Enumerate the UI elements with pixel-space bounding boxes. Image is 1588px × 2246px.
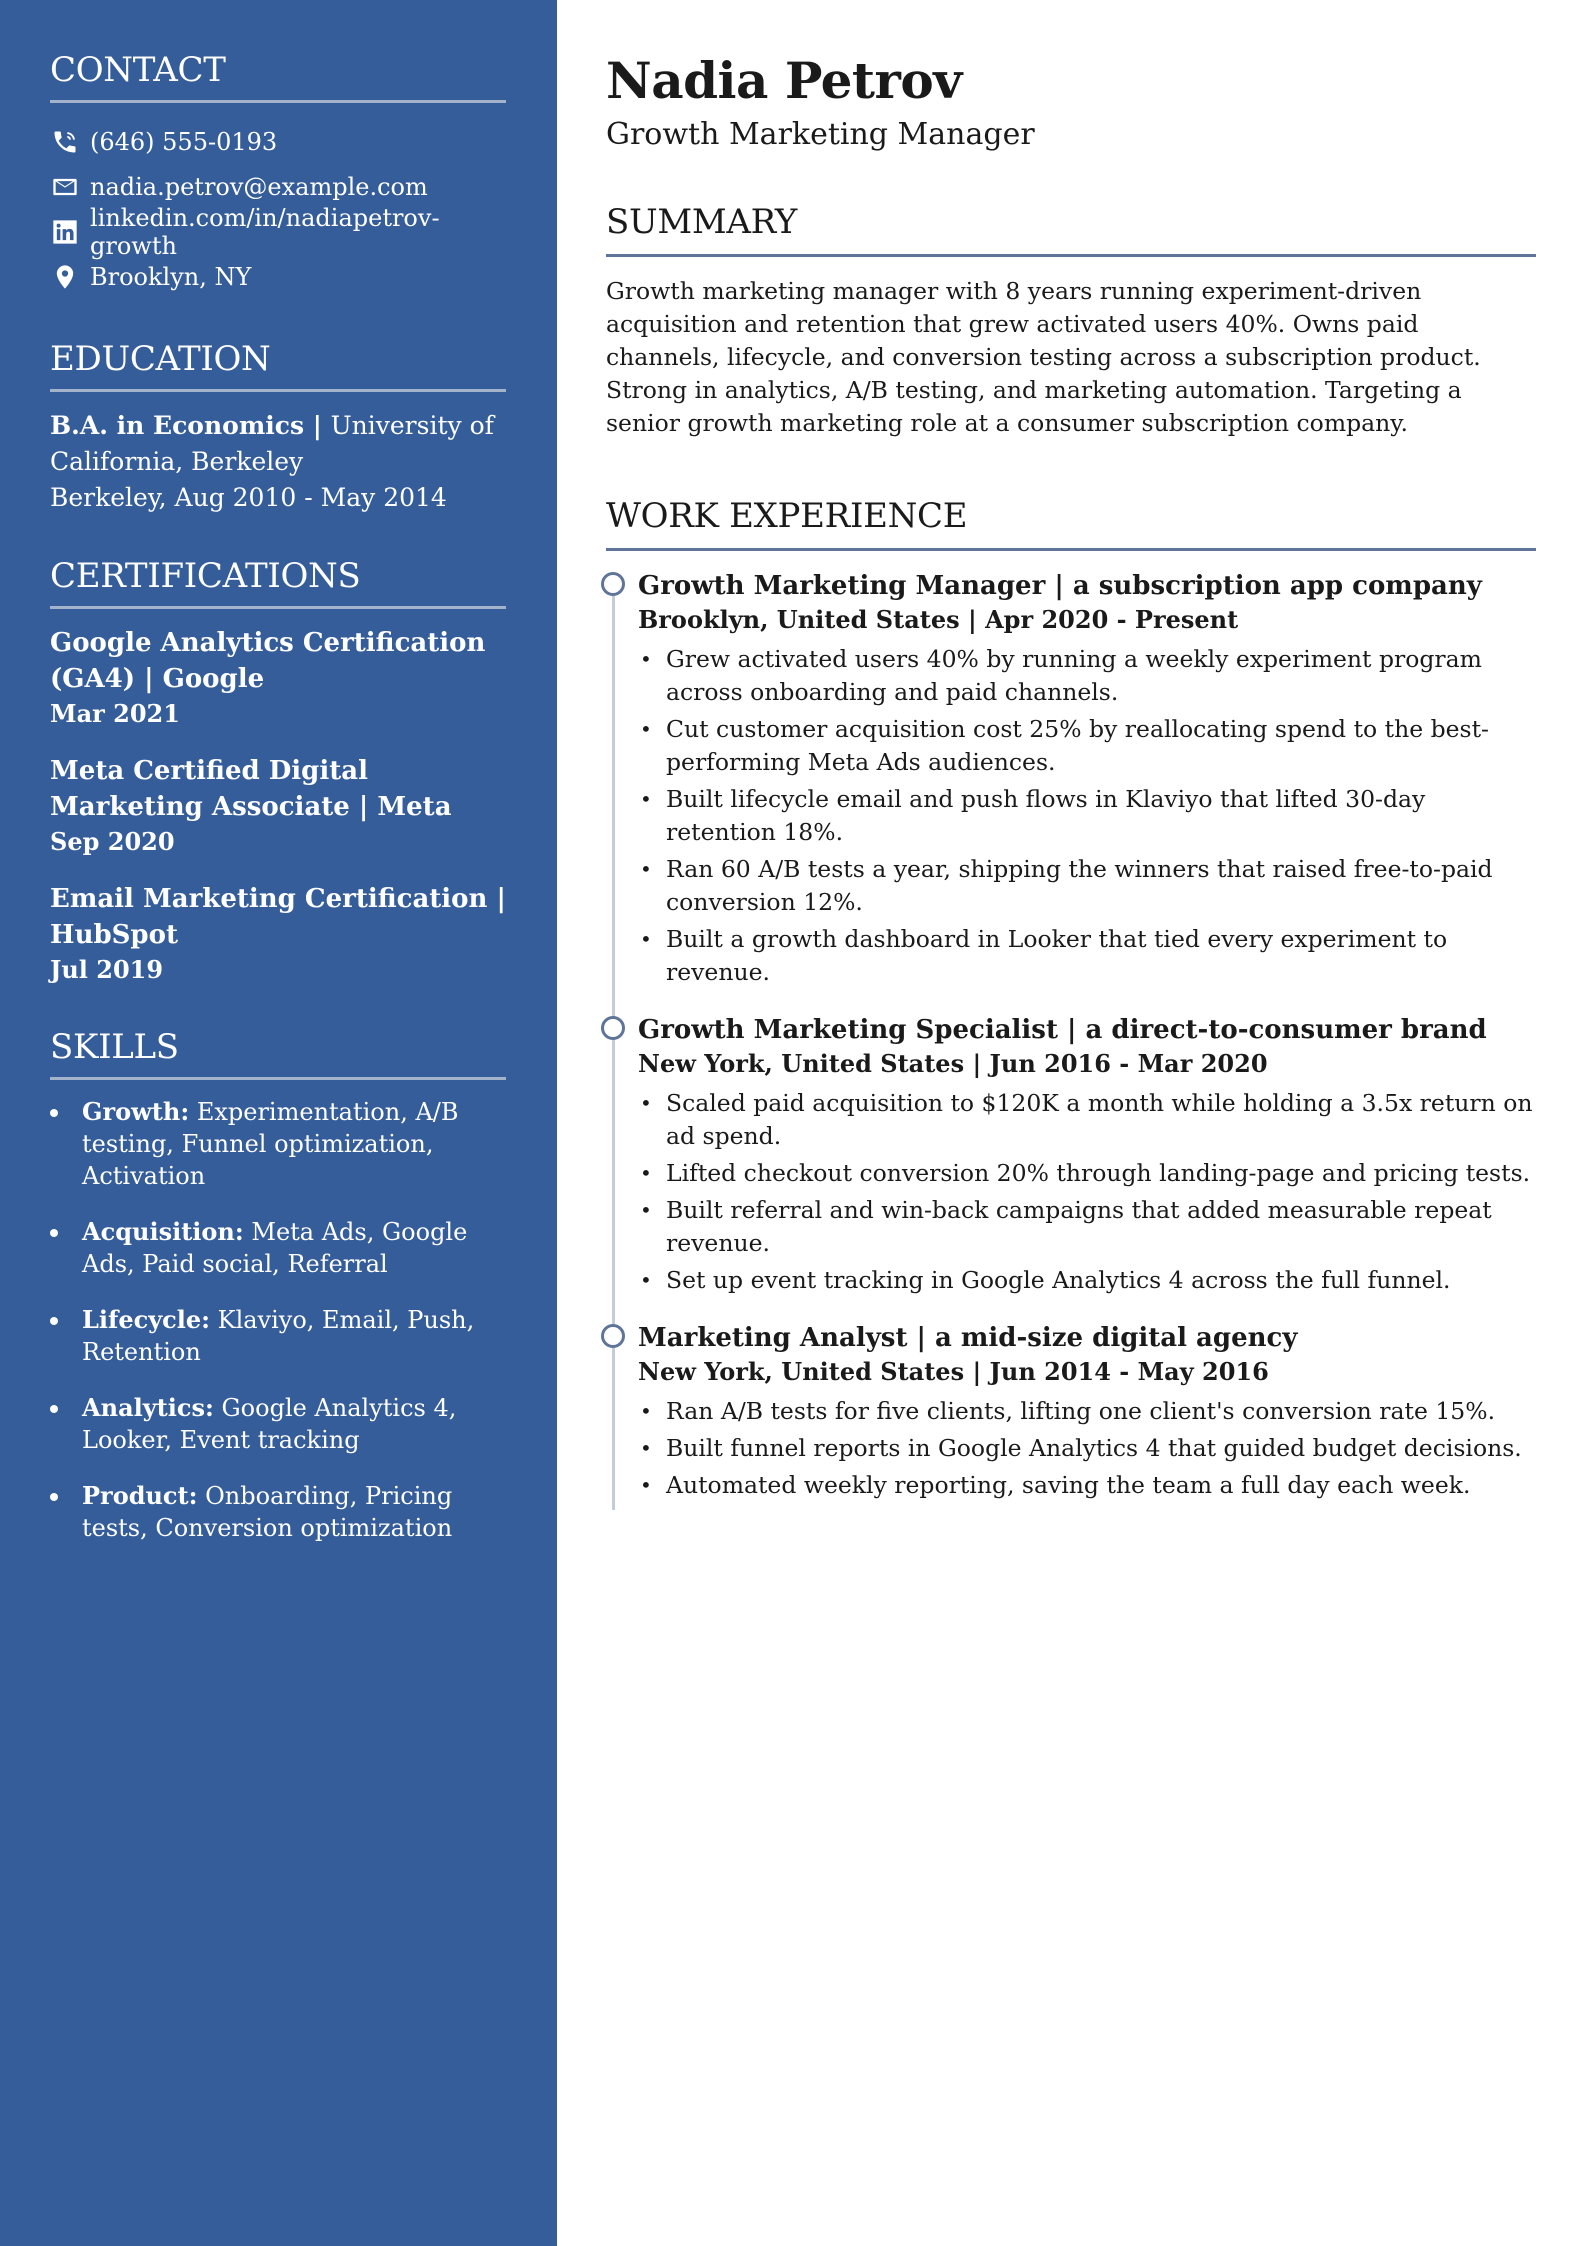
job-bullet: • Scaled paid acquisition to $120K a month while holding a 3.5x return on ad spend. bbox=[666, 1087, 1536, 1153]
skill-value: Experimentation, A/B testing, Funnel optimization, Activation bbox=[82, 1098, 459, 1190]
job-bullet: • Built referral and win-back campaigns that added measurable repeat revenue. bbox=[666, 1194, 1536, 1260]
skills-section bbox=[50, 1027, 507, 1544]
linkedin-icon bbox=[50, 217, 80, 247]
candidate-title: Growth Marketing Manager bbox=[606, 117, 1035, 152]
job-bullet: • Built lifecycle email and push flows in Klaviyo that lifted 30-day retention 18%. bbox=[666, 783, 1536, 849]
education-separator: | bbox=[304, 411, 331, 440]
certification-date: Sep 2020 bbox=[50, 827, 175, 856]
job-meta: Brooklyn, United States | Apr 2020 - Present bbox=[638, 605, 1239, 634]
experience-section bbox=[606, 496, 1536, 1502]
education-school: University of California, Berkeley bbox=[50, 411, 494, 476]
candidate-name: Nadia Petrov bbox=[606, 51, 962, 110]
linkedin-link[interactable]: linkedin.com/in/nadiapetrov-growth bbox=[90, 203, 440, 260]
location-pin-icon bbox=[50, 262, 80, 292]
job-bullet: • Grew activated users 40% by running a weekly experiment program across onboarding and paid channels. bbox=[666, 643, 1536, 709]
job-entry bbox=[638, 1013, 1536, 1297]
location-text: Brooklyn, NY bbox=[90, 262, 252, 291]
job-title: Growth Marketing Manager | a subscription app company bbox=[638, 571, 1482, 601]
job-bullets bbox=[638, 1395, 1536, 1502]
certification-date: Mar 2021 bbox=[50, 699, 180, 728]
skill-label: Product: bbox=[82, 1481, 198, 1510]
phone-text: (646) 555-0193 bbox=[90, 127, 278, 156]
summary-text: Growth marketing manager with 8 years running experiment-driven acquisition and retention that grew activated users 40%. Owns paid channels, lifecycle, and conversion testing across a subscription product. Strong in analytics, A/B testing, and marketing automation. Targeting a senior growth marketing role at a consumer subscription company. bbox=[606, 277, 1481, 437]
job-entry bbox=[638, 569, 1536, 989]
skill-item bbox=[50, 1216, 507, 1280]
certifications-section bbox=[50, 556, 507, 987]
certification-title: Google Analytics Certification (GA4) | Google bbox=[50, 628, 486, 694]
summary-heading: SUMMARY bbox=[606, 202, 1536, 257]
skill-label: Growth: bbox=[82, 1097, 190, 1126]
education-section bbox=[50, 339, 507, 516]
certification-date: Jul 2019 bbox=[50, 955, 164, 984]
job-title: Marketing Analyst | a mid-size digital agency bbox=[638, 1323, 1298, 1353]
education-entry bbox=[50, 408, 507, 480]
job-bullet: • Ran A/B tests for five clients, lifting one client's conversion rate 15%. bbox=[666, 1395, 1536, 1428]
certification-item bbox=[50, 881, 507, 987]
email-icon bbox=[50, 172, 80, 202]
job-meta: New York, United States | Jun 2016 - Mar 2020 bbox=[638, 1049, 1268, 1078]
timeline-dot-icon bbox=[601, 1016, 625, 1040]
phone-icon bbox=[50, 127, 80, 157]
job-bullet: • Ran 60 A/B tests a year, shipping the winners that raised free-to-paid conversion 12%. bbox=[666, 853, 1536, 919]
skills-heading: SKILLS bbox=[50, 1027, 506, 1080]
contact-heading: CONTACT bbox=[50, 50, 506, 103]
job-bullet: • Built a growth dashboard in Looker that tied every experiment to revenue. bbox=[666, 923, 1536, 989]
job-bullet: • Set up event tracking in Google Analytics 4 across the full funnel. bbox=[666, 1264, 1536, 1297]
job-bullet: • Built funnel reports in Google Analytics 4 that guided budget decisions. bbox=[666, 1432, 1536, 1465]
job-bullets bbox=[638, 643, 1536, 989]
sidebar bbox=[0, 0, 557, 2246]
certification-title: Email Marketing Certification | HubSpot bbox=[50, 884, 506, 950]
skill-label: Acquisition: bbox=[82, 1217, 244, 1246]
email-link[interactable]: nadia.petrov@example.com bbox=[90, 172, 428, 201]
education-place-dates: Berkeley, Aug 2010 - May 2014 bbox=[50, 483, 447, 512]
contact-linkedin bbox=[50, 203, 507, 260]
certification-title: Meta Certified Digital Marketing Associate | Meta bbox=[50, 756, 452, 822]
certification-item bbox=[50, 625, 507, 731]
skill-value: Google Analytics 4, Looker, Event tracking bbox=[82, 1394, 457, 1454]
skill-label: Analytics: bbox=[82, 1393, 214, 1422]
skill-item bbox=[50, 1392, 507, 1456]
job-title: Growth Marketing Specialist | a direct-to-consumer brand bbox=[638, 1015, 1487, 1045]
skill-value: Meta Ads, Google Ads, Paid social, Referral bbox=[82, 1218, 468, 1278]
job-meta: New York, United States | Jun 2014 - May 2016 bbox=[638, 1357, 1269, 1386]
skill-label: Lifecycle: bbox=[82, 1305, 211, 1334]
education-degree: B.A. in Economics bbox=[50, 411, 305, 440]
job-bullet: • Cut customer acquisition cost 25% by reallocating spend to the best-performing Meta Ads audiences. bbox=[666, 713, 1536, 779]
timeline-dot-icon bbox=[601, 1324, 625, 1348]
contact-location bbox=[50, 254, 507, 299]
contact-phone bbox=[50, 119, 507, 164]
summary-section bbox=[606, 202, 1536, 440]
experience-timeline bbox=[606, 569, 1536, 1502]
skill-value: Klaviyo, Email, Push, Retention bbox=[82, 1306, 475, 1366]
skill-item bbox=[50, 1480, 507, 1544]
experience-heading: WORK EXPERIENCE bbox=[606, 496, 1536, 551]
job-bullet: • Lifted checkout conversion 20% through landing-page and pricing tests. bbox=[666, 1157, 1536, 1190]
job-bullet: • Automated weekly reporting, saving the team a full day each week. bbox=[666, 1469, 1536, 1502]
skill-item bbox=[50, 1304, 507, 1368]
job-entry bbox=[638, 1321, 1536, 1502]
contact-section bbox=[50, 50, 507, 299]
timeline-dot-icon bbox=[601, 572, 625, 596]
skills-list bbox=[50, 1096, 507, 1544]
job-bullets bbox=[638, 1087, 1536, 1297]
contact-email bbox=[50, 164, 507, 209]
skill-value: Onboarding, Pricing tests, Conversion optimization bbox=[82, 1482, 453, 1542]
main-content bbox=[606, 0, 1536, 1526]
certification-item bbox=[50, 753, 507, 859]
certifications-heading: CERTIFICATIONS bbox=[50, 556, 506, 609]
skill-item bbox=[50, 1096, 507, 1192]
education-heading: EDUCATION bbox=[50, 339, 506, 392]
